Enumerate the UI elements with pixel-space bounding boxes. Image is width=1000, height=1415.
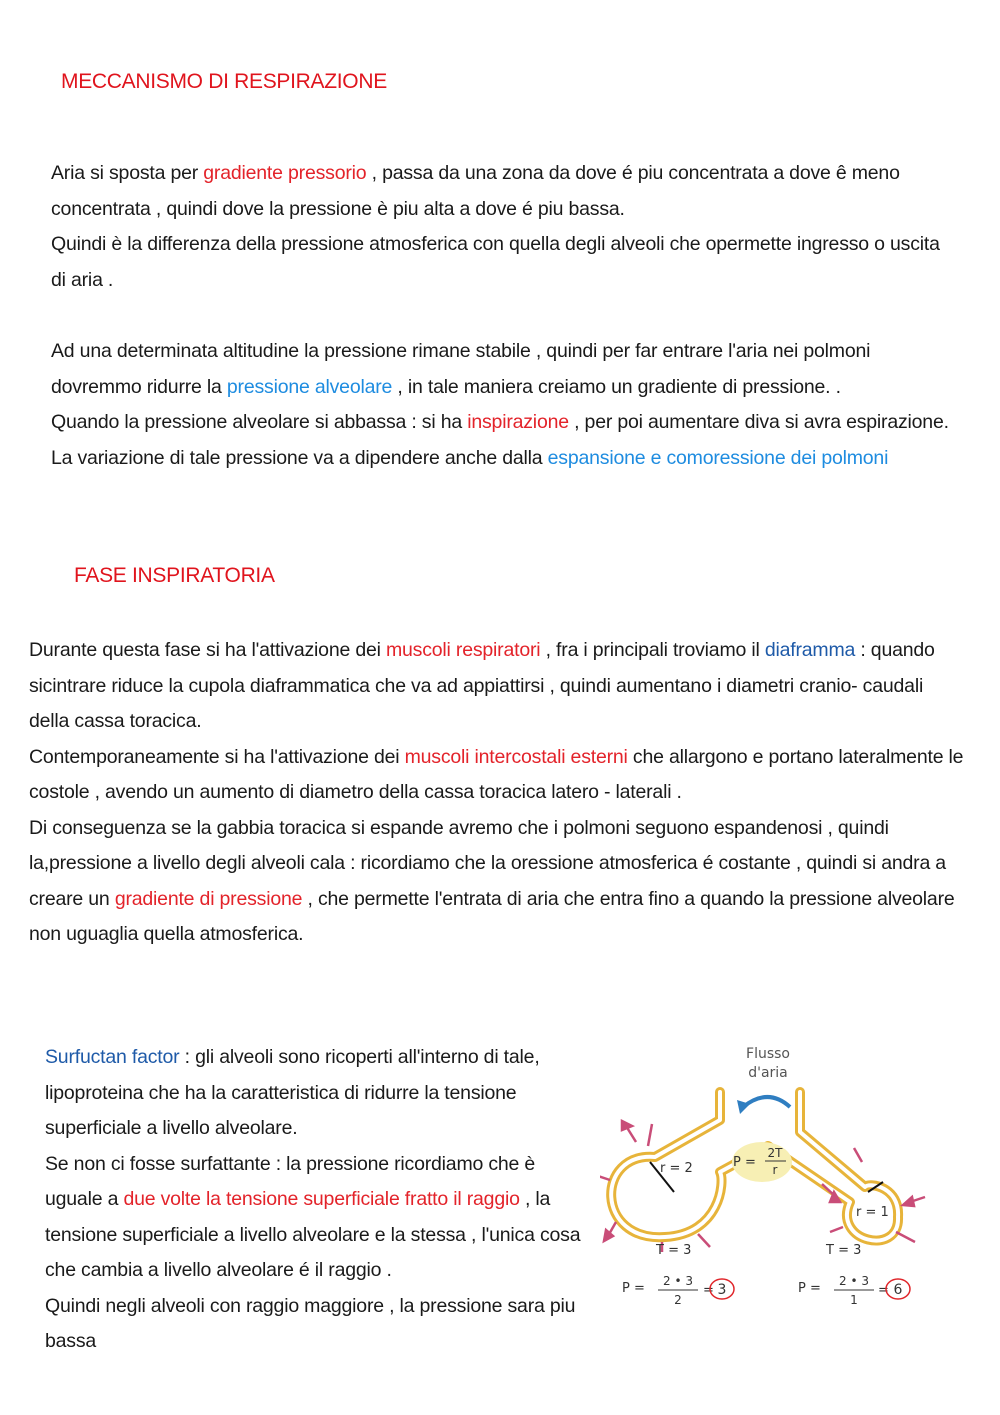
- text: La variazione di tale pressione va a dipendere anche dalla: [51, 446, 548, 469]
- text: : gli alveoli sono ricoperti all'interno di tale, lipoproteina che ha la caratteristica di ridurre la tensione superficiale a livello alveolare.: [45, 1046, 540, 1139]
- text: , la tensione superficiale a livello alveolare e la stessa , l'unica cosa che cambia a livello alveolare é il raggio .: [45, 1188, 581, 1281]
- text: Quindi negli alveoli con raggio maggiore , la pressione sara piu bassa: [45, 1294, 576, 1352]
- text: Durante questa fase si ha l'attivazione dei: [29, 639, 386, 661]
- highlight-surfuctan-factor: Surfuctan factor: [45, 1046, 180, 1068]
- text: , in tale maniera creiamo un gradiente di pressione. .: [392, 375, 841, 398]
- laplace-alveoli-diagram: [600, 1042, 940, 1322]
- text: , passa da una zona da dove é piu concentrata a dove ê meno concentrata , quindi dove la pressione è piu alta a dove é piu bassa.: [51, 162, 900, 220]
- right-calc-numerator: 2 • 3: [839, 1274, 869, 1288]
- left-calc-equals: =: [703, 1283, 714, 1298]
- right-radius-label: r = 1: [856, 1205, 889, 1220]
- text: Quando la pressione alveolare si abbassa : si ha: [51, 411, 468, 433]
- highlight-diaframma: diaframma: [764, 639, 856, 661]
- right-result: 6: [893, 1282, 903, 1298]
- text: Quindi è la differenza della pressione atmosferica con quella degli alveoli che opermette ingresso o uscita di aria .: [51, 233, 940, 291]
- left-radius-label: r = 2: [660, 1161, 693, 1176]
- highlight-due-volte: due volte la tensione superficiale fratto il raggio: [123, 1188, 520, 1210]
- paragraph-fase-inspiratoria: [29, 633, 964, 953]
- highlight-gradiente-di-pressione: gradiente di pressione: [114, 887, 303, 910]
- section-title-fase-inspiratoria: FASE INSPIRATORIA: [74, 564, 275, 587]
- right-calc-denominator: 1: [850, 1293, 858, 1307]
- paragraph-pressione-alveolare: [51, 334, 951, 476]
- left-calc-denominator: 2: [674, 1293, 682, 1307]
- text: : quando sicintrare riduce la cupola diaframmatica che va ad appiattirsi , quindi aumentano i diametri cranio- caudali della cassa toracica.: [29, 639, 935, 732]
- left-tension-label: T = 3: [656, 1243, 692, 1258]
- text: che allargono e portano lateralmente le costole , avendo un aumento di diametro della cassa toracica latero - laterali .: [29, 745, 964, 803]
- text: Di conseguenza se la gabbia toracica si espande avremo che i polmoni seguono espandenosi , quindi la,pressione a livello degli alveoli cala : ricordiamo che la oressione atmosferica é costante , quindi si andra a creare un: [29, 816, 946, 910]
- flow-label-line1: Flusso: [746, 1046, 790, 1062]
- flow-label-line2: d'aria: [748, 1065, 788, 1081]
- right-calc-p: P =: [798, 1281, 821, 1296]
- text: Ad una determinata altitudine la pressione rimane stabile , quindi per far entrare l'aria nei polmoni dovremmo ridurre la: [51, 340, 871, 398]
- highlight-espansione: espansione e comoressione dei polmoni: [547, 446, 889, 469]
- paragraph-gradient: [51, 156, 941, 298]
- formula-p: P =: [733, 1155, 756, 1170]
- text: Contemporaneamente si ha l'attivazione dei: [29, 745, 405, 768]
- right-calc-equals: =: [878, 1283, 889, 1298]
- highlight-gradiente-pressorio: gradiente pressorio: [203, 162, 367, 184]
- highlight-muscoli-intercostali: muscoli intercostali esterni: [404, 745, 628, 768]
- formula-numerator: 2T: [767, 1146, 783, 1160]
- text: Se non ci fosse surfattante : la pressione ricordiamo che è uguale a: [45, 1152, 536, 1210]
- highlight-muscoli-respiratori: muscoli respiratori: [385, 639, 541, 661]
- text: , che permette l'entrata di aria che entra fino a quando la pressione alveolare non uguaglia quella atmosferica.: [29, 887, 955, 945]
- text: Aria si sposta per: [51, 162, 204, 184]
- flow-arrow-icon: [743, 1097, 790, 1107]
- left-calc-numerator: 2 • 3: [663, 1274, 693, 1288]
- text: , fra i principali troviamo il: [540, 639, 765, 661]
- formula-denominator: r: [772, 1163, 778, 1177]
- highlight-inspirazione: inspirazione: [467, 411, 569, 433]
- left-result: 3: [717, 1282, 727, 1298]
- highlight-pressione-alveolare: pressione alveolare: [226, 375, 393, 398]
- text: , per poi aumentare diva si avra espirazione.: [568, 411, 949, 433]
- right-tension-label: T = 3: [826, 1243, 862, 1258]
- paragraph-surfactant: [45, 1040, 585, 1360]
- left-calc-p: P =: [622, 1281, 645, 1296]
- section-title-meccanismo: MECCANISMO DI RESPIRAZIONE: [61, 70, 387, 93]
